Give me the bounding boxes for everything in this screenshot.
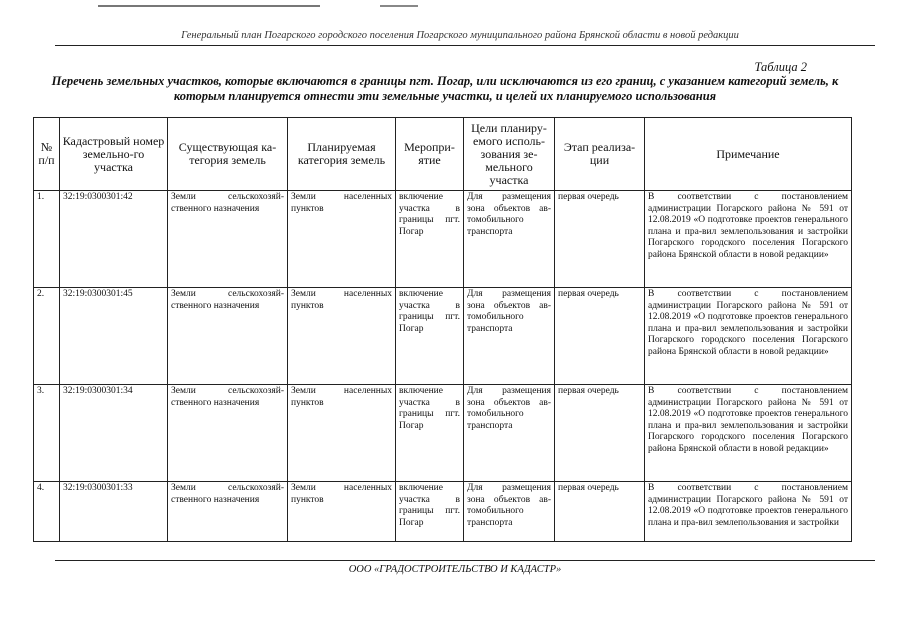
cell-note: В соответствии с постановлением администрации Погарского района № 591 от 12.08.2019 «О подготовке проектов генерального плана и пра-вил землепользования и застройки Погарского городского поселения Погарского района Брянской области в новой редакции»: [645, 191, 852, 288]
col-header-note: Примечание: [645, 118, 852, 191]
cell-planned-category: Земли населенных пунктов: [288, 191, 396, 288]
cell-num: 1.: [34, 191, 60, 288]
cell-cadastral: 32:19:0300301:33: [60, 482, 168, 542]
col-header-planned-category: Планируемая категория земель: [288, 118, 396, 191]
col-header-purpose: Цели планиру-емого исполь-зования зе-мельного участка: [464, 118, 555, 191]
cell-stage: первая очередь: [555, 482, 645, 542]
col-header-cadastral: Кадастровый номер земельно-го участка: [60, 118, 168, 191]
col-header-num: № п/п: [34, 118, 60, 191]
col-header-stage: Этап реализа-ции: [555, 118, 645, 191]
cell-planned-category: Земли населенных пунктов: [288, 482, 396, 542]
cell-purpose: Для размещения зона объектов ав-томобильного транспорта: [464, 288, 555, 385]
running-header: Генеральный план Погарского городского поселения Погарского муниципального района Брянской области в новой редакции: [181, 30, 739, 41]
cell-measure: включение участка в границы пгт. Погар: [396, 288, 464, 385]
cell-stage: первая очередь: [555, 288, 645, 385]
cell-existing-category: Земли сельскохозяй-ственного назначения: [168, 288, 288, 385]
cell-purpose: Для размещения зона объектов ав-томобильного транспорта: [464, 191, 555, 288]
cell-num: 3.: [34, 385, 60, 482]
cell-note: В соответствии с постановлением администрации Погарского района № 591 от 12.08.2019 «О подготовке проектов генерального плана и пра-вил землепользования и застройки Погарского городского поселения Погарского района Брянской области в новой редакции»: [645, 288, 852, 385]
cell-stage: первая очередь: [555, 385, 645, 482]
cell-purpose: Для размещения зона объектов ав-томобильного транспорта: [464, 482, 555, 542]
table-row: [34, 288, 852, 385]
table-row: [34, 482, 852, 542]
footer-company: ООО «ГРАДОСТРОИТЕЛЬСТВО И КАДАСТР»: [348, 564, 562, 575]
top-scan-rule-short: [380, 5, 418, 7]
cell-measure: включение участка в границы пгт. Погар: [396, 482, 464, 542]
cell-note: В соответствии с постановлением администрации Погарского района № 591 от 12.08.2019 «О подготовке проектов генерального плана и пра-вил землепользования и застройки Погарского городского поселения Погарского района Брянской области в новой редакции»: [645, 385, 852, 482]
top-scan-rule: [98, 5, 320, 7]
land-plots-table: [33, 117, 852, 542]
table-label: Таблица 2: [754, 60, 807, 74]
cell-cadastral: 32:19:0300301:34: [60, 385, 168, 482]
table-header-row: [34, 118, 852, 191]
cell-cadastral: 32:19:0300301:42: [60, 191, 168, 288]
footer-divider: [55, 560, 875, 561]
table-row: [34, 191, 852, 288]
header-divider: [55, 45, 875, 46]
cell-purpose: Для размещения зона объектов ав-томобильного транспорта: [464, 385, 555, 482]
cell-measure: включение участка в границы пгт. Погар: [396, 385, 464, 482]
cell-existing-category: Земли сельскохозяй-ственного назначения: [168, 482, 288, 542]
cell-planned-category: Земли населенных пунктов: [288, 385, 396, 482]
table-row: [34, 385, 852, 482]
cell-note: В соответствии с постановлением администрации Погарского района № 591 от 12.08.2019 «О подготовке проектов генерального плана и пра-вил землепользования и застройки: [648, 483, 848, 528]
cell-num: 2.: [34, 288, 60, 385]
cell-stage: первая очередь: [555, 191, 645, 288]
cell-existing-category: Земли сельскохозяй-ственного назначения: [168, 385, 288, 482]
cell-planned-category: Земли населенных пунктов: [288, 288, 396, 385]
table-caption: Перечень земельных участков, которые включаются в границы пгт. Погар, или исключаются из его границ, с указанием категорий земель, к которым планируется отнести эти земельные участки, и целей их планируемого использования: [51, 74, 839, 103]
cell-note-wrapper: [645, 482, 852, 542]
cell-existing-category: Земли сельскохозяй-ственного назначения: [168, 191, 288, 288]
cell-num: 4.: [34, 482, 60, 542]
col-header-measure: Меропри-ятие: [396, 118, 464, 191]
col-header-existing-category: Существующая ка-тегория земель: [168, 118, 288, 191]
cell-cadastral: 32:19:0300301:45: [60, 288, 168, 385]
cell-measure: включение участка в границы пгт. Погар: [396, 191, 464, 288]
